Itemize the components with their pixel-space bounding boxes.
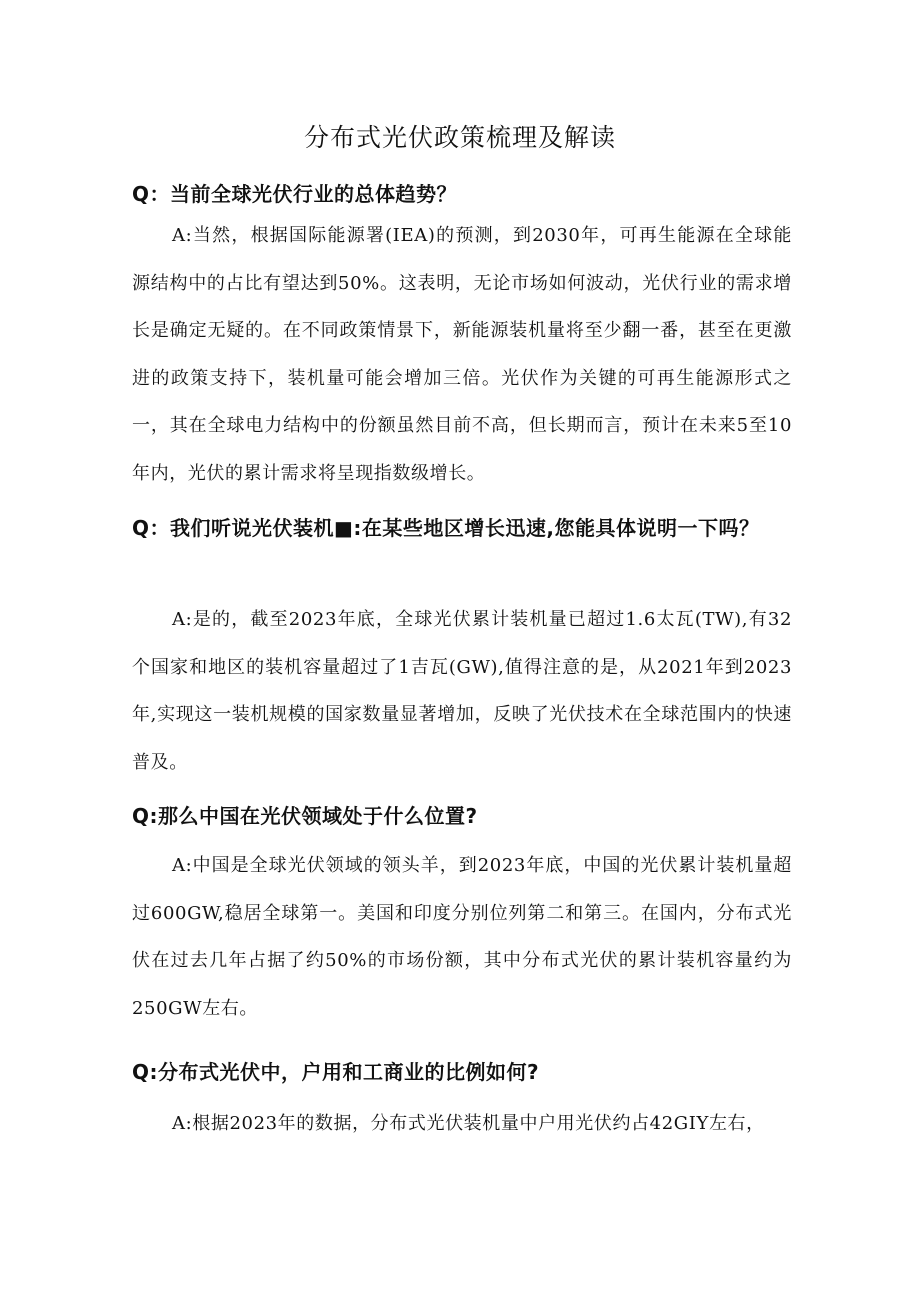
question-3: Q:那么中国在光伏领域处于什么位置? [132,804,478,828]
answer-3: A:中国是全球光伏领域的领头羊，到2023年底，中国的光伏累计装机量超过600GW,稳居全球第一。美国和印度分别位列第二和第三。在国内，分布式光伏在过去几年占据了约50%的市场份额，其中分布式光伏的累计装机容量约为250GW左右。 [132,855,792,1019]
document-title: 分布式光伏政策梳理及解读 [303,123,616,152]
question-1: Q：当前全球光伏行业的总体趋势？ [132,182,458,206]
answer-1: A:当然，根据国际能源署(IEA)的预测，到2030年，可再生能源在全球能源结构中的占比有望达到50%。这表明，无论市场如何波动，光伏行业的需求增长是确定无疑的。在不同政策情景下，新能源装机量将至少翻一番，甚至在更激进的政策支持下，装机量可能会增加三倍。光伏作为关键的可再生能源形式之一，其在全球电力结构中的份额虽然目前不高，但长期而言，预计在未来5至10年内，光伏的累计需求将呈现指数级增长。 [132,225,792,484]
question-2: Q：我们听说光伏装机■:在某些地区增长迅速,您能具体说明一下吗？ [132,516,760,540]
question-4: Q:分布式光伏中，户用和工商业的比例如何? [132,1060,540,1084]
answer-4: A:根据2023年的数据，分布式光伏装机量中户用光伏约占42GIY左右， [172,1113,765,1134]
answer-2: A:是的，截至2023年底，全球光伏累计装机量已超过1.6太瓦(TW),有32个国家和地区的装机容量超过了1吉瓦(GW),值得注意的是，从2021年到2023年,实现这一装机规模的国家数量显著增加，反映了光伏技术在全球范围内的快速普及。 [132,609,792,773]
